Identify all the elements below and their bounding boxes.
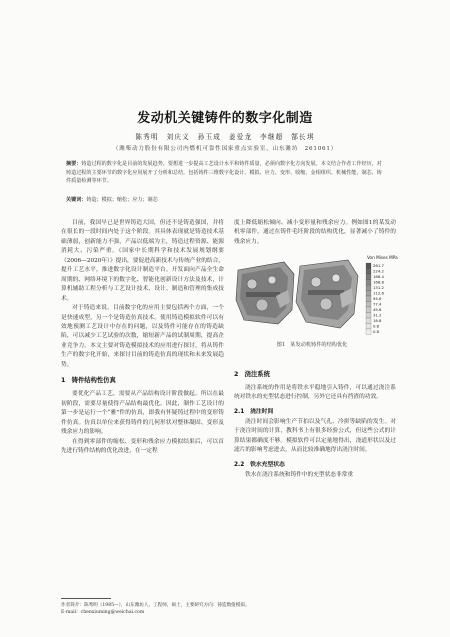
legend-swatch xyxy=(366,269,371,275)
legend-swatch xyxy=(366,291,371,297)
legend-swatch xyxy=(366,285,371,291)
legend-swatch xyxy=(366,313,371,319)
legend-swatch xyxy=(366,280,371,286)
figure-1 xyxy=(232,250,398,338)
section-paragraph: 在得到零部件的缩松、变形和残余应力模拟结果后，可以首先进行铸件结构的优化改进，在一定程 xyxy=(61,438,224,454)
legend-swatch xyxy=(366,263,371,269)
legend-swatch xyxy=(366,307,371,313)
legend-value: 18.8 xyxy=(373,318,382,324)
subsection-paragraph: 铁水在浇注系统和铸件中的充型状态非常重 xyxy=(245,471,354,478)
subsection-heading: 2.1 浇注时间 xyxy=(234,408,274,415)
abstract-text: 铸造过程的数字化是目前的发展趋势。要想进一步提高工艺设计水平和铸件质量，必须向数字化方向发展。本文结合作者工作经历，对铸造过程的主要环节的数字化应用展开了分析和总结，包括铸件三维数字化设计、模拟、应力、变形、收缩、金相组织、机械性能、制芯、铸件质量检测等环节。 xyxy=(66,161,382,185)
casting-simulation-image xyxy=(232,250,398,338)
right-column-bottom xyxy=(234,364,396,480)
legend-swatch xyxy=(366,302,371,308)
affiliation: （潍柴动力股份有限公司内燃机可靠性国家重点实验室，山东潍坊 261061） xyxy=(112,146,338,152)
legend-value: 0.8 xyxy=(373,329,380,335)
legend-value: 0.8 xyxy=(373,323,380,329)
legend-value: 224.2 xyxy=(373,268,384,274)
legend-swatch xyxy=(366,324,371,330)
section-paragraph: 要优化产品工艺，需要从产品结构设计阶段做起。所以在最初阶段，需要尽量使得产品结构最优化。因此，制作工艺设计的第一步是运行一个“雅”件的仿真，即我有怀疑铸过程中的变形铸件仿真。仿真以单位来获得铸件的几何形状对整体凝固、变形及残余应力的影响。 xyxy=(61,391,224,436)
author-email: E-mail：chenxiuming@weichai.com xyxy=(61,610,145,616)
paper-title: 发动机关键铸件的数字化制造 xyxy=(137,111,313,126)
legend-value: 186.4 xyxy=(373,274,384,280)
legend-swatch xyxy=(366,318,371,324)
section-paragraph: 浇注系统的作用是将铁水平稳地引入铸件，可以通过浇注系统对铁水的充型状态进行控制，另外它还具有挡渣的功效。 xyxy=(234,385,396,401)
abstract xyxy=(66,160,386,186)
section-heading: 2 浇注系统 xyxy=(234,371,270,378)
color-legend xyxy=(366,263,384,335)
left-column xyxy=(61,219,224,456)
right-column-top xyxy=(234,219,396,247)
legend-value: 131.2 xyxy=(373,285,384,291)
keywords-label: 关键词： xyxy=(66,197,87,203)
footnote xyxy=(61,602,397,616)
legend-value: 77.4 xyxy=(373,301,382,307)
footnote-divider xyxy=(61,598,111,599)
subsection-paragraph: 浇注时间会影响生产节拍以及气孔、冷拼等缺陷的发生。对于浇注时间的计算，教科书上有很多经验公式，但这些公式的计算结果都确度不够。模拟软件可以定量地得出，浇道形状以及过滤片的影响考虑进去，从而比较准确地得出浇注时间。 xyxy=(234,418,396,454)
casting-part-right xyxy=(296,260,358,328)
legend-value: 261.7 xyxy=(373,263,384,269)
legend-value: 94.6 xyxy=(373,296,382,302)
legend-value: 49.8 xyxy=(373,307,382,313)
author-bio: 作者简介：陈秀明（1985—），山东潍坊人，工程师，硕士，主要研究方向：铸造数值模拟。 xyxy=(61,603,250,608)
legend-swatch xyxy=(366,296,371,302)
legend-value: 31.2 xyxy=(373,312,382,318)
intro-paragraph: 对于铸造来说，目前数字化的应用主要包括两个方面，一个是快速成型，另一个是铸造仿真技术。使用铸造模拟软件可以有效地预测工艺设计中存在的问题，以及铸件可能存在的铸造缺陷，可以减少工艺试验的次数，缩短新产品的试制周期，提高企业竞争力。本文主要对铸造模拟技术的应用进行探讨，将从铸件生产的数字化开始，来探讨目前的铸造仿真的现状和未来发展趋势。 xyxy=(61,305,224,368)
keywords xyxy=(66,196,386,203)
keywords-text: 铸造；模拟；缩松；应力；制芯 xyxy=(86,197,158,203)
legend-title: Von Mises MPa xyxy=(367,255,398,260)
legend-value: 168.8 xyxy=(373,279,384,285)
figure-caption: 图1 某发动机铸件的结构优化 xyxy=(276,342,348,348)
abstract-label: 摘要： xyxy=(66,161,82,167)
casting-part-left xyxy=(236,262,294,324)
author-list: 陈秀明 刘庆义 孙玉成 姜爱龙 李继超 郜长琪 xyxy=(135,133,315,141)
body-paragraph: 度上降低缩松倾向、减小变形量和残余应力。例如图1的某发动机零部件，通过在铸件毛坯阶段的结构优化，显著减小了铸件的残余应力。 xyxy=(234,220,396,245)
intro-paragraph: 目前，我国早已是世界铸造大国，但还不是铸造强国，并将在很长的一段时间内处于这个阶段。其具体表现就是铸造技术基础薄弱，创新能力不强，产品以低端为主，铸造过程资源、能源消耗大、污染严重。《国家中长期科学和技术发展规划纲要（2006—2020年）》提出，要促进高新技术与传统产业的结合，提升工艺水平，推进数字化设计制造平台。开发面向产品全生命周期的、网络环境下的数字化、智能化创新设计方法及技术，计算机辅助工程分析与工艺设计技术、设计、制造和管理的集成技术。 xyxy=(61,220,224,302)
legend-value: 112.6 xyxy=(373,290,384,296)
subsection-heading: 2.2 铁水充型状态 xyxy=(234,461,285,468)
section-heading: 1 铸件结构性仿真 xyxy=(61,377,116,385)
legend-swatch xyxy=(366,274,371,280)
legend-swatch xyxy=(366,329,371,335)
